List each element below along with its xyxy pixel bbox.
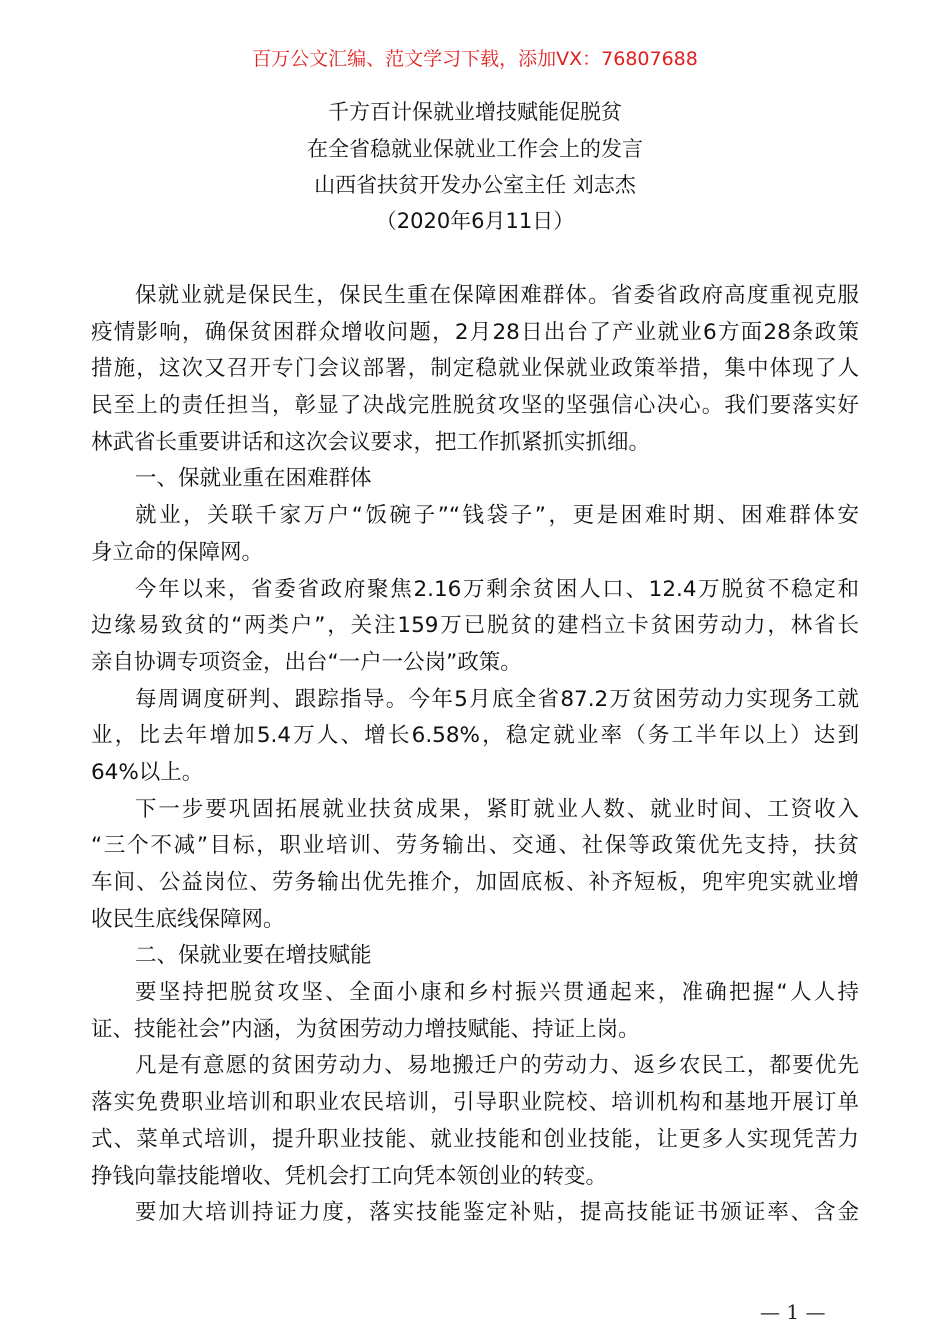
paragraph [91,278,859,461]
paragraph [91,1195,859,1232]
text-line: 亲自协调专项资金，出台“一户一公岗”政策。 [91,649,522,675]
document-body [91,278,859,1232]
text-line: 今年以来，省委省政府聚焦2.16万剩余贫困人口、12.4万脱贫不稳定和 [135,576,859,602]
text-line: 64%以上。 [91,759,204,785]
text-line: 要加大培训持证力度，落实技能鉴定补贴，提高技能证书颁证率、含金 [135,1200,859,1226]
document-subtitle: 在全省稳就业保就业工作会上的发言 [307,137,643,161]
paragraph [91,975,859,1048]
text-line: “三个不减”目标，职业培训、劳务输出、交通、社保等政策优先支持，扶贫 [91,833,859,859]
text-line: 疫情影响，确保贫困群众增收问题，2月28日出台了产业就业6方面28条政策 [91,319,859,345]
text-line: 落实免费职业培训和职业农民培训，引导职业院校、培训机构和基地开展订单 [91,1090,859,1116]
text-line: 边缘易致贫的“两类户”，关注159万已脱贫的建档立卡贫困劳动力，林省长 [91,613,859,639]
text-line: 就业，关联千家万户“饭碗子”“钱袋子”，更是困难时期、困难群体安 [135,503,859,529]
text-line: 证、技能社会”内涵，为贫困劳动力增技赋能、持证上岗。 [91,1016,640,1042]
text-line: 下一步要巩固拓展就业扶贫成果，紧盯就业人数、就业时间、工资收入 [135,796,859,822]
text-line: 措施，这次又召开专门会议部署，制定稳就业保就业政策举措，集中体现了人 [91,356,859,382]
text-line: 挣钱向靠技能增收、凭机会打工向凭本领创业的转变。 [91,1163,608,1189]
text-line: 收民生底线保障网。 [91,906,285,932]
text-line: 业，比去年增加5.4万人、增长6.58%，稳定就业率（务工半年以上）达到 [91,723,859,749]
text-line: 林武省长重要讲话和这次会议要求，把工作抓紧抓实抓细。 [91,429,651,455]
text-line: 式、菜单式培训，提升职业技能、就业技能和创业技能，让更多人实现凭苦力 [91,1126,859,1152]
text-line: 保就业就是保民生，保民生重在保障困难群体。省委省政府高度重视克服 [135,283,859,308]
text-line: 要坚持把脱贫攻坚、全面小康和乡村振兴贯通起来，准确把握“人人持 [135,980,859,1006]
page-number: — 1 — [760,1300,826,1324]
watermark-banner: 百万公文汇编、范文学习下载，添加VX：76807688 [252,48,698,70]
text-line: 一、保就业重在困难群体 [135,466,372,492]
text-line: 凡是有意愿的贫困劳动力、易地搬迁户的劳动力、返乡农民工，都要优先 [135,1053,859,1079]
text-line: 车间、公益岗位、劳务输出优先推介，加固底板、补齐短板，兜牢兜实就业增 [91,870,859,895]
text-line: 二、保就业要在增技赋能 [135,943,372,969]
paragraph [91,682,859,792]
speaker-line: 山西省扶贫开发办公室主任 刘志杰 [314,173,636,197]
paragraph [91,1048,859,1195]
section-heading [91,938,859,975]
paragraph [91,498,859,571]
paragraph [91,792,859,939]
paragraph [91,572,859,682]
section-heading [91,461,859,498]
text-line: 民至上的责任担当，彰显了决战完胜脱贫攻坚的坚强信心决心。我们要落实好 [91,393,859,419]
text-line: 身立命的保障网。 [91,539,264,565]
text-line: 每周调度研判、跟踪指导。今年5月底全省87.2万贫困劳动力实现务工就 [135,686,859,712]
document-title: 千方百计保就业增技赋能促脱贫 [328,100,622,124]
date-line: （2020年6月11日） [375,209,575,233]
